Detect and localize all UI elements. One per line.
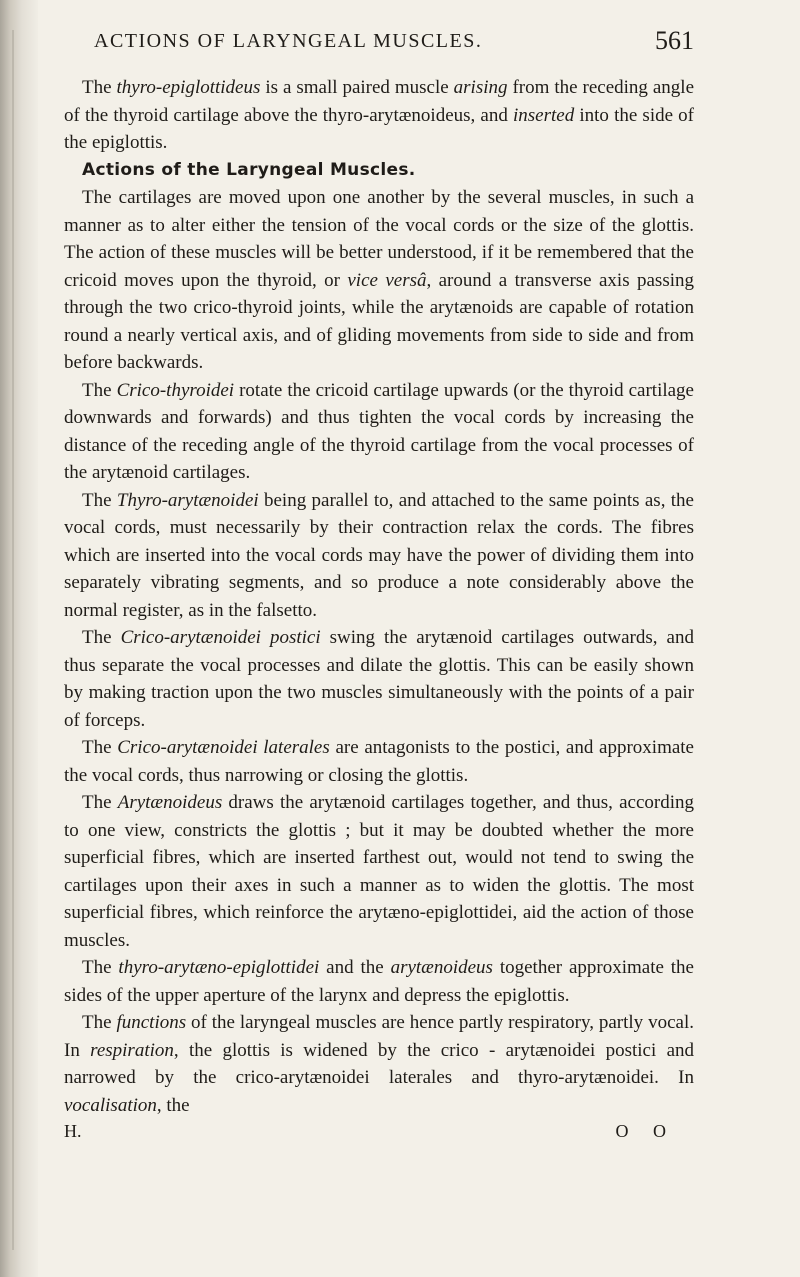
text-run: together approximate the sides of the upper aperture of the larynx and depress the epiglottis. [64,957,694,1006]
text-run: The [82,379,117,401]
book-page [64,24,694,1147]
italic-term: Crico-arytænoidei postici [120,627,321,648]
paragraph [64,1009,694,1119]
text-run: rotate the cricoid cartilage upwards (or the thyroid cartilage downwards and forwards) and thus tighten the vocal cords by increasing the distance of the receding angle of the thyroid cartilage from the vocal processes of the arytænoid cartilages. [64,379,694,483]
italic-term: Crico-arytænoidei laterales [117,737,330,758]
italic-term: inserted [513,104,575,126]
italic-term: vocalisation [64,1094,157,1116]
book-binding-gutter [0,0,38,1277]
text-run: The cartilages are moved upon one another by the several muscles, in such a manner as to alter either the tension of the vocal cords or the size of the glottis. The action of these muscles will be better understood, if it be remembered that the cricoid moves upon the thyroid, or [64,187,694,291]
paragraph [64,734,694,789]
text-run: The [82,627,121,648]
italic-term: vice versâ [347,269,427,291]
paragraph [64,377,694,487]
running-head [64,24,694,64]
text-run: The [82,792,118,813]
text-run: The [82,957,119,978]
sheet-mark: O O [615,1121,676,1141]
paragraph [64,184,694,377]
text-run: and the [319,957,391,978]
italic-term: thyro-arytæno-epiglottidei [118,957,320,978]
text-run: The [82,77,117,98]
text-run: are antagonists to the postici, and approximate the vocal cords, thus narrowing or closing the glottis. [64,737,694,786]
text-run: is a small paired muscle [260,77,454,98]
text-run: from the receding angle of the thyroid cartilage above the thyro-arytænoideus, and [64,77,695,126]
italic-term: Arytænoideus [117,792,223,813]
text-run: being parallel to, and attached to the same points as, the vocal cords, must necessarily by their contraction relax the cords. The fibres which are inserted into the vocal cords may have the power of dividing them into separately vibrating segments, and so produce a note considerably above the normal register, as in the falsetto. [64,489,694,621]
section-heading [64,157,694,185]
text-run: of the laryngeal muscles are hence partly respiratory, partly vocal. In [64,1012,694,1061]
paragraph [64,789,694,954]
text-run: into the side of the epiglottis. [64,104,694,153]
text-run: swing the arytænoid cartilages outwards, and thus separate the vocal processes and dilate the glottis. This can be easily shown by making traction upon the two muscles simultaneously with the points of a pair of forceps. [64,627,694,731]
paragraph [64,954,694,1009]
italic-term: Thyro-arytænoidei [116,489,259,511]
text-run: Actions of the Laryngeal Muscles. [82,159,416,180]
paragraph [64,624,694,734]
text-run: , the glottis is widened by the crico - arytænoidei postici and narrowed by the crico-arytænoidei laterales and thyro-arytænoidei. In [64,1039,695,1088]
page-number: 561 [655,26,694,55]
running-title: ACTIONS OF LARYNGEAL MUSCLES. [94,30,483,52]
text-run: draws the arytænoid cartilages together, and thus, according to one view, constricts the glottis ; but it may be doubted whether the more superficial fibres, which are inserted farthest out, would not tend to swing the cartilages upon their axes in such a manner as to widen the glottis. The most superficial fibres, which reinforce the arytæno-epiglottidei, aid the action of those muscles. [64,792,694,951]
italic-term: Crico-thyroidei [116,379,235,401]
text-run: The [82,1012,117,1033]
text-run: The [82,737,118,758]
paragraph [64,487,694,625]
text-run: , the [156,1094,190,1116]
paragraph [64,74,694,157]
italic-term: respiration [90,1039,174,1061]
italic-term: arytænoideus [390,957,493,978]
italic-term: thyro-epiglottideus [116,77,261,98]
italic-term: arising [453,77,508,98]
italic-term: functions [116,1012,187,1033]
text-run: , around a transverse axis passing through the two crico-thyroid joints, while the arytænoids are capable of rotation round a nearly vertical axis, and of gliding movements from side to side and from before backwards. [64,269,694,373]
page-footer [64,1119,694,1147]
text-run: The [82,489,117,511]
gutter-shadow-line [12,30,14,1250]
printer-signature: H. [64,1121,82,1141]
body-text [64,74,694,1119]
